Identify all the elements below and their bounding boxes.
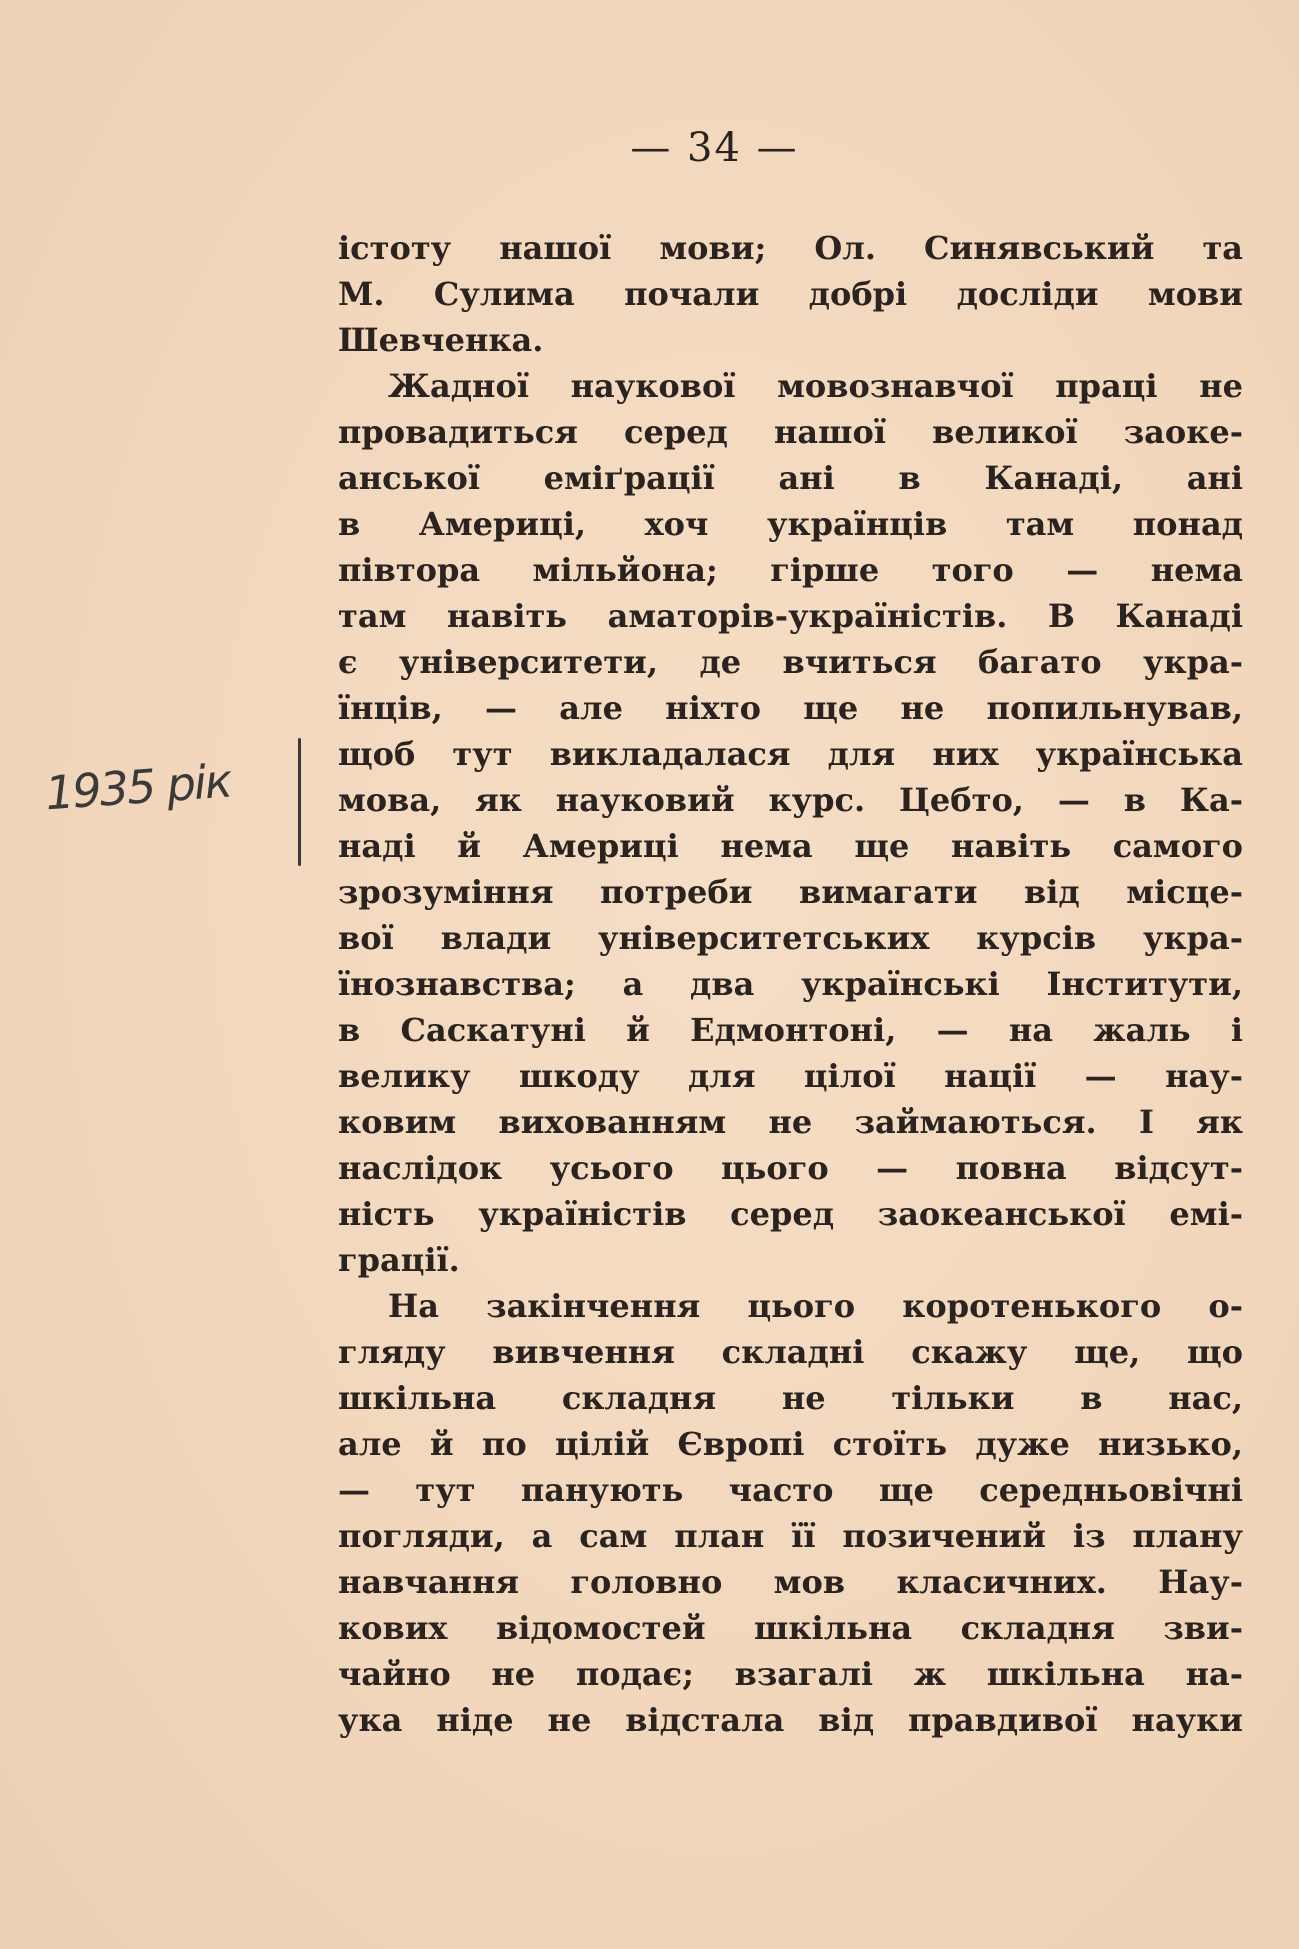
text-line: істоту нашої мови; Ол. Синявський та <box>338 229 1243 267</box>
text-line: мова, як науковий курс. Цебто, — в Ка- <box>338 781 1243 819</box>
text-line: наді й Америці нема ще навіть самого <box>338 827 1243 865</box>
text-line: М. Сулима почали добрі досліди мови <box>338 275 1243 313</box>
text-line: ука ніде не відстала від правдивої науки <box>338 1701 1243 1739</box>
text-line: На закінчення цього коротенького о- <box>388 1287 1243 1325</box>
text-line: є університети, де вчиться багато укра- <box>338 643 1243 681</box>
text-line: велику шкоду для цілої нації — нау- <box>338 1057 1243 1095</box>
text-line: провадиться серед нашої великої заоке- <box>338 413 1243 451</box>
margin-bracket-line <box>298 738 301 866</box>
text-line: зрозуміння потреби вимагати від місце- <box>338 873 1243 911</box>
text-line: там навіть аматорів-україністів. В Канаді <box>338 597 1243 635</box>
page-number: — 34 — <box>630 125 799 171</box>
text-line: Жадної наукової мовознавчої праці не <box>388 367 1243 405</box>
text-line: наслідок усього цього — повна відсут- <box>338 1149 1243 1187</box>
text-line: але й по цілій Європі стоїть дуже низько, <box>338 1425 1243 1463</box>
text-line: шкільна складня не тільки в нас, <box>338 1379 1243 1417</box>
body-text <box>338 225 1243 1743</box>
text-line: навчання головно мов класичних. Нау- <box>338 1563 1243 1601</box>
text-line: грації. <box>338 1241 460 1279</box>
text-line: в Америці, хоч українців там понад <box>338 505 1243 543</box>
text-line: анської еміґрації ані в Канаді, ані <box>338 459 1243 497</box>
text-line: їнців, — але ніхто ще не попильнував, <box>338 689 1243 727</box>
text-line: гляду вивчення складні скажу ще, що <box>338 1333 1243 1371</box>
text-line: ковим вихованням не займаються. І як <box>338 1103 1243 1141</box>
text-line: ність україністів серед заокеанської емі- <box>338 1195 1243 1233</box>
text-line: їнознавства; а два українські Інститути, <box>338 965 1243 1003</box>
text-line: в Саскатуні й Едмонтоні, — на жаль і <box>338 1011 1243 1049</box>
text-line: півтора мільйона; гірше того — нема <box>338 551 1243 589</box>
handwritten-margin-note: 1935 рік <box>43 753 233 821</box>
text-line: кових відомостей шкільна складня зви- <box>338 1609 1243 1647</box>
text-line: — тут панують часто ще середньовічні <box>338 1471 1243 1509</box>
text-line: погляди, а сам план її позичений із плану <box>338 1517 1243 1555</box>
text-line: чайно не подає; взагалі ж шкільна на- <box>338 1655 1243 1693</box>
text-line: вої влади університетських курсів укра- <box>338 919 1243 957</box>
text-line: Шевченка. <box>338 321 544 359</box>
text-line: щоб тут викладалася для них українська <box>338 735 1243 773</box>
